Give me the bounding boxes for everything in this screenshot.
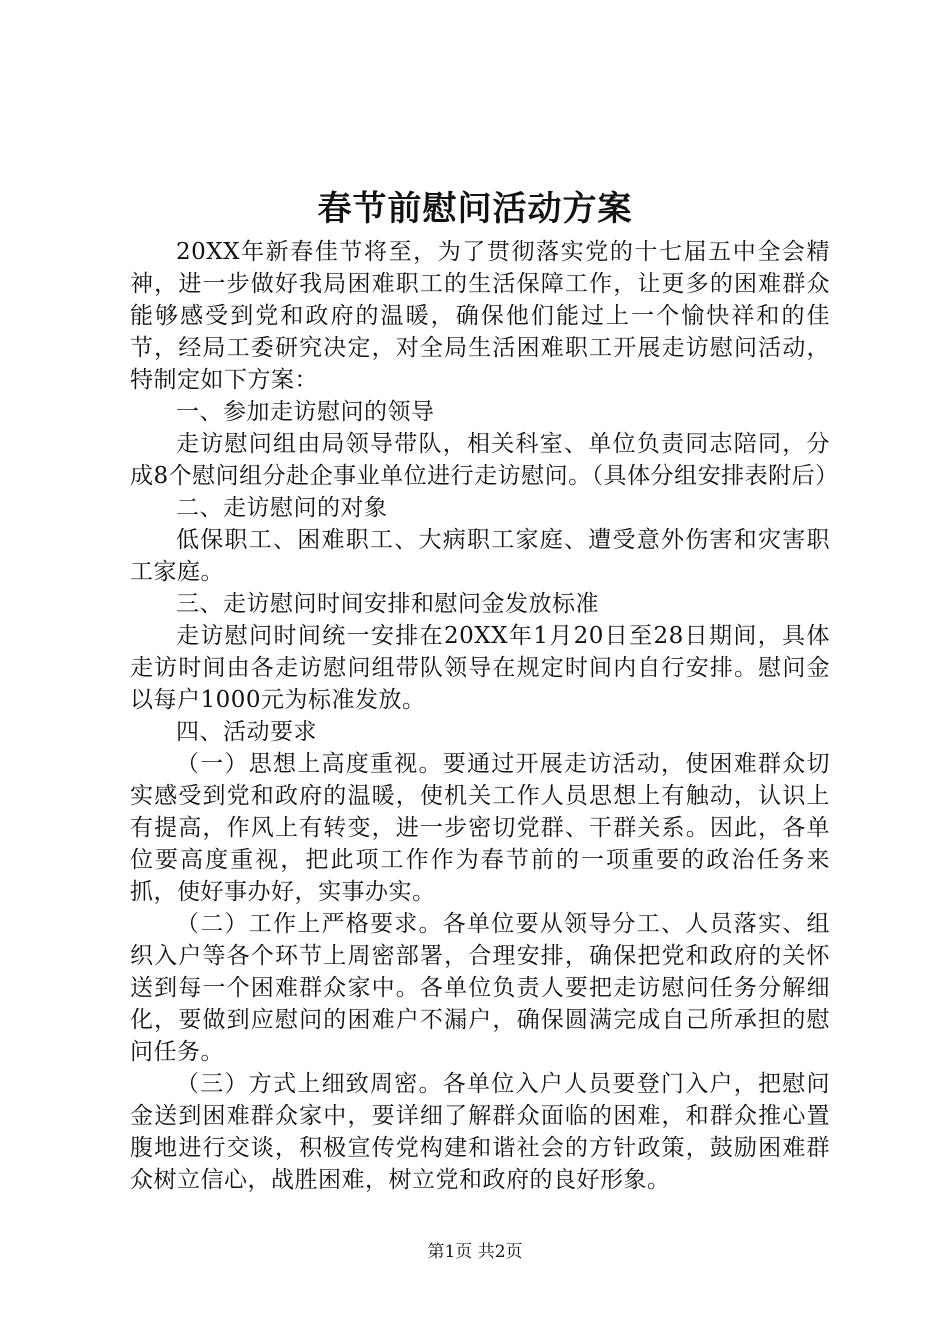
page-number-footer: 第1页 共2页 — [427, 1242, 523, 1262]
section-3-paragraph: 走访慰问时间统一安排在20XX年1月20日至28日期间，具体走访时间由各走访慰问组带队领导在规定时间内自行安排。慰问金以每户1000元为标准发放。 — [130, 623, 830, 713]
requirement-1-paragraph: （一）思想上高度重视。要通过开展走访活动，使困难群众切实感受到党和政府的温暖，使机关工作人员思想上有触动，认识上有提高，作风上有转变，进一步密切党群、干群关系。因此，各单位要高度重视，把此项工作作为春节前的一项重要的政治任务来抓，使好事办好，实事办实。 — [130, 751, 830, 905]
requirement-2-paragraph: （二）工作上严格要求。各单位要从领导分工、人员落实、组织入户等各个环节上周密部署，合理安排，确保把党和政府的关怀送到每一个困难群众家中。各单位负责人要把走访慰问任务分解细化，要做到应慰问的困难户不漏户，确保圆满完成自己所承担的慰问任务。 — [130, 911, 830, 1065]
requirement-3-paragraph: （三）方式上细致周密。各单位入户人员要登门入户，把慰问金送到困难群众家中，要详细了解群众面临的困难，和群众推心置腹地进行交谈，积极宣传党构建和谐社会的方针政策，鼓励困难群众树立信心，战胜困难，树立党和政府的良好形象。 — [130, 1071, 830, 1193]
intro-paragraph: 20XX年新春佳节将至，为了贯彻落实党的十七届五中全会精神，进一步做好我局困难职工的生活保障工作，让更多的困难群众能够感受到党和政府的温暖，确保他们能过上一个愉快祥和的佳节，经局工委研究决定，对全局生活困难职工开展走访慰问活动，特制定如下方案： — [130, 239, 830, 393]
section-heading-2: 二、走访慰问的对象 — [176, 495, 388, 521]
section-heading-3: 三、走访慰问时间安排和慰问金发放标准 — [176, 591, 599, 617]
section-2-paragraph: 低保职工、困难职工、大病职工家庭、遭受意外伤害和灾害职工家庭。 — [130, 527, 830, 585]
section-heading-4: 四、活动要求 — [176, 719, 317, 745]
section-heading-1: 一、参加走访慰问的领导 — [176, 399, 435, 425]
document-title: 春节前慰问活动方案 — [317, 189, 633, 229]
section-1-paragraph: 走访慰问组由局领导带队，相关科室、单位负责同志陪同，分成8个慰问组分赴企事业单位进行走访慰问。（具体分组安排表附后） — [130, 431, 839, 489]
document-body — [130, 236, 839, 1196]
